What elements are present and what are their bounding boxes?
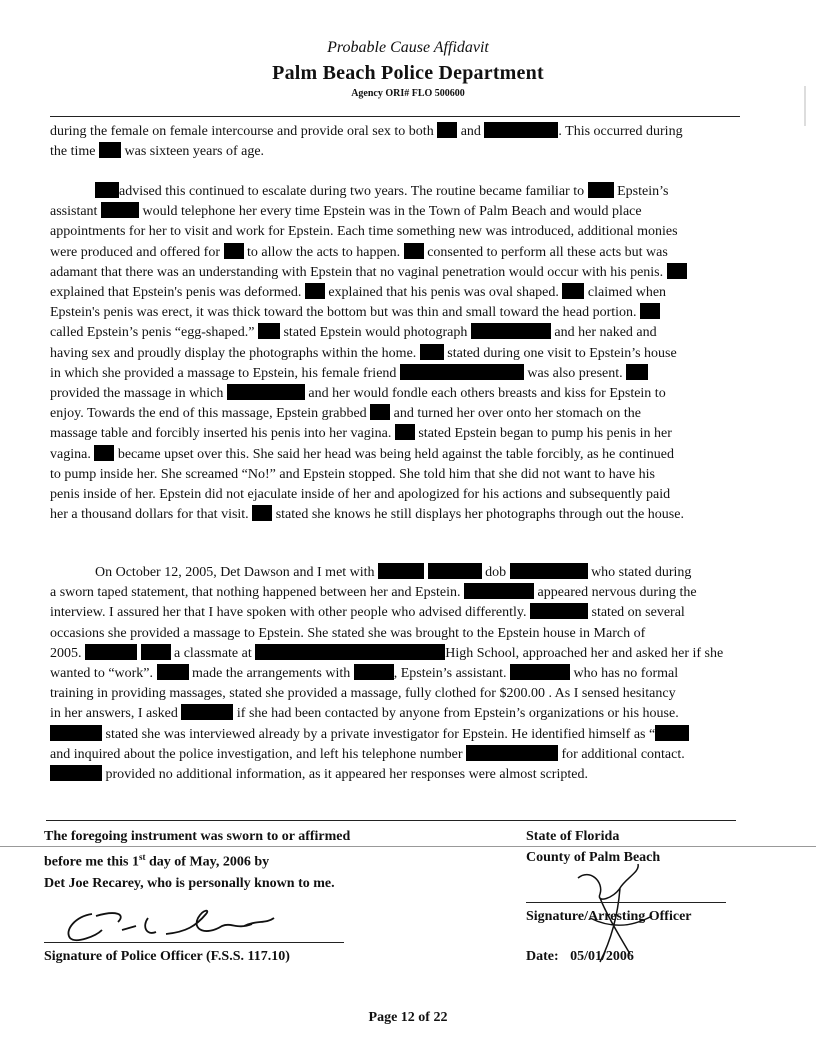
paragraph-1	[50, 122, 782, 162]
text-line: during the female on female intercourse and provide oral sex to both and . This occurred during	[50, 124, 683, 139]
department-name: Palm Beach Police Department	[272, 62, 544, 84]
text-line: adamant that there was an understanding with Epstein that no vaginal penetration would occur with his penis.	[50, 263, 782, 283]
oath-line-3: Det Joe Recarey, who is personally known to me.	[44, 875, 335, 891]
text-line: occasions she provided a massage to Epstein. She stated she was brought to the Epstein house in March of	[50, 625, 646, 641]
text-line: advised this continued to escalate during two years. The routine became familiar to Epstein’s	[50, 182, 782, 202]
agency-ori: Agency ORI# FLO 500600	[351, 88, 465, 99]
scan-margin-mark	[804, 86, 806, 126]
text-line: assistant would telephone her every time Epstein was in the Town of Palm Beach and would place	[50, 204, 642, 220]
arresting-signature-label: Signature/Arresting Officer	[526, 909, 692, 924]
text-line: wanted to “work”. made the arrangements with , Epstein’s assistant. who has no formal	[50, 666, 679, 682]
arresting-signature-line	[526, 902, 726, 903]
oath-statement	[44, 826, 350, 894]
officer-signature-line	[44, 942, 344, 943]
page-number: Page 12 of 22	[368, 1010, 448, 1025]
text-line: provided no additional information, as it appeared her responses were almost scripted.	[50, 765, 782, 785]
header-rule	[50, 116, 740, 117]
oath-line-2: before me this 1st day of May, 2006 by	[44, 852, 270, 870]
text-line: penis inside of her. Epstein did not ejaculate inside of her and apologized for his actions and subsequently paid	[50, 487, 671, 503]
state-label: State of Florida	[526, 829, 620, 844]
text-line: enjoy. Towards the end of this massage, Epstein grabbed and turned her over onto her stomach on the	[50, 406, 641, 422]
paragraph-3	[50, 563, 782, 785]
text-line: training in providing massages, stated she provided a massage, fully clothed for $200.00 . As I sensed hesitancy	[50, 686, 676, 702]
text-line: having sex and proudly display the photographs within the home. stated during one visit to Epstein’s house	[50, 345, 677, 361]
officer-signature	[56, 896, 286, 952]
paragraph-2	[50, 182, 782, 525]
text-line: and inquired about the police investigation, and left his telephone number for additional contact.	[50, 746, 685, 762]
text-line: vagina. became upset over this. She said her head was being held against the table forcibly, as he continued	[50, 446, 675, 462]
text-line: the time was sixteen years of age.	[50, 144, 265, 160]
text-line: massage table and forcibly inserted his penis into her vagina. stated Epstein began to pump his penis in her	[50, 426, 672, 442]
text-line: called Epstein’s penis “egg-shaped.” stated Epstein would photograph and her naked and	[50, 325, 657, 341]
text-line: 2005. a classmate at High School, approached her and asked her if she	[50, 645, 724, 661]
text-line: stated she was interviewed already by a private investigator for Epstein. He identified himself as “	[50, 725, 782, 745]
text-line: to pump inside her. She screamed “No!” and Epstein stopped. She told him that she did not want to have his	[50, 466, 656, 482]
text-line: provided the massage in which and her would fondle each others breasts and kiss for Epstein to	[50, 386, 666, 402]
text-line: Epstein's penis was erect, it was thick toward the bottom but was thin and small toward the head portion.	[50, 303, 782, 323]
oath-line-1: The foregoing instrument was sworn to or affirmed	[44, 829, 351, 844]
officer-signature-label: Signature of Police Officer (F.S.S. 117.10)	[44, 949, 290, 964]
text-line: appointments for her to visit and work for Epstein. Each time something new was introduced, additional monies	[50, 224, 678, 240]
date-value: 05/01/2006	[570, 949, 634, 964]
date-label: Date:	[526, 949, 559, 964]
text-line: a sworn taped statement, that nothing happened between her and Epstein. appeared nervous during the	[50, 585, 697, 601]
affidavit-title: Probable Cause Affidavit	[327, 39, 489, 56]
text-line: in which she provided a massage to Epstein, his female friend was also present.	[50, 364, 782, 384]
footer-rule	[46, 820, 736, 821]
text-line: On October 12, 2005, Det Dawson and I met with dob who stated during	[95, 565, 692, 580]
text-line: her a thousand dollars for that visit. stated she knows he still displays her photographs through out the house.	[50, 507, 684, 523]
text-line: explained that Epstein's penis was deformed. explained that his penis was oval shaped. claimed when	[50, 285, 667, 301]
text-line: were produced and offered for to allow the acts to happen. consented to perform all these acts but was	[50, 244, 668, 260]
text-line: interview. I assured her that I have spoken with other people who advised differently. stated on several	[50, 605, 685, 621]
date-field	[526, 946, 634, 967]
text-line: in her answers, I asked if she had been contacted by anyone from Epstein’s organizations or his house.	[50, 706, 679, 722]
county-label: County of Palm Beach	[526, 850, 661, 865]
